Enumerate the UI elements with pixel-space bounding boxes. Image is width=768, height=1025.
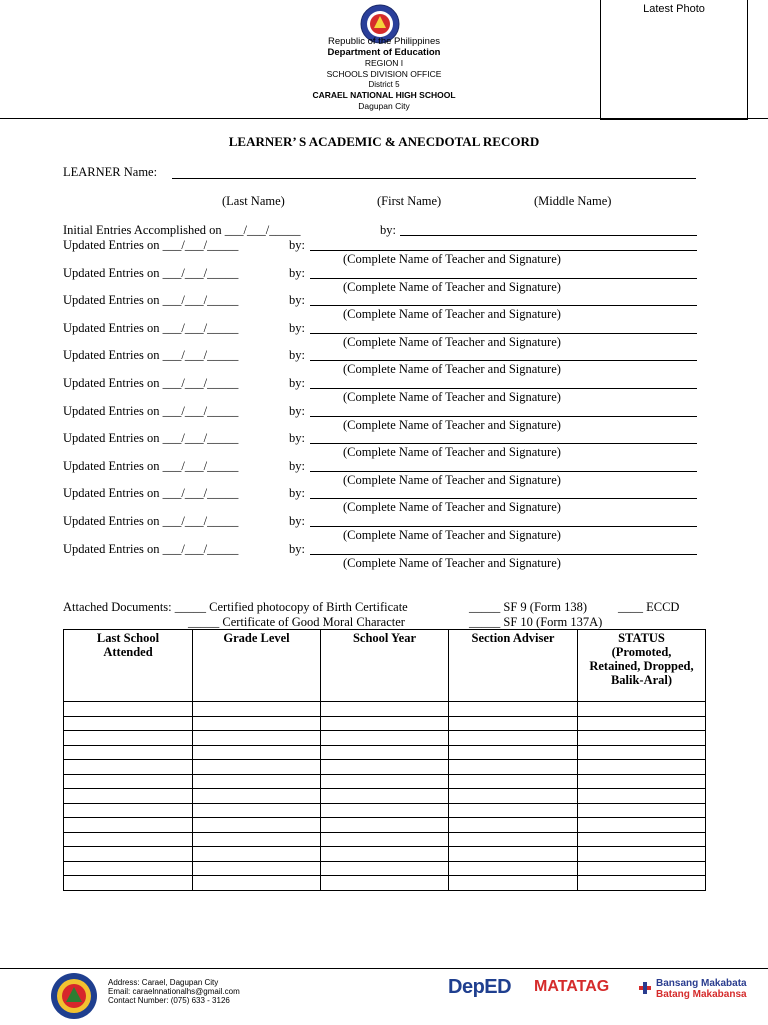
col-section-adviser: Section Adviser	[449, 630, 578, 702]
updated-entries-label: Updated Entries on	[63, 486, 160, 500]
photo-label: Latest Photo	[643, 3, 705, 15]
updated-by-label: by:	[289, 514, 305, 528]
teacher-signature-field[interactable]	[310, 498, 697, 499]
updated-entries-row	[63, 348, 238, 363]
sf9-option	[469, 600, 587, 615]
initial-teacher-field[interactable]	[400, 235, 697, 236]
table-cell[interactable]	[449, 832, 578, 847]
teacher-signature-field[interactable]	[310, 333, 697, 334]
table-cell[interactable]	[193, 745, 321, 760]
table-cell[interactable]	[64, 702, 193, 717]
page-title: LEARNER’ S ACADEMIC & ANECDOTAL RECORD	[228, 134, 540, 149]
updated-date-field[interactable]: ___/___/_____	[162, 293, 239, 307]
table-cell[interactable]	[578, 847, 706, 862]
table-row	[64, 876, 706, 891]
table-cell[interactable]	[64, 876, 193, 891]
table-cell[interactable]	[64, 847, 193, 862]
updated-by-label: by:	[289, 404, 305, 418]
updated-by-label: by:	[289, 348, 305, 362]
table-cell[interactable]	[578, 876, 706, 891]
updated-by-label: by:	[289, 486, 305, 500]
initial-entries-text: Initial Entries Accomplished on	[63, 223, 222, 237]
teacher-caption: (Complete Name of Teacher and Signature)	[343, 556, 561, 570]
table-cell[interactable]	[578, 716, 706, 731]
header-divider	[0, 118, 768, 119]
table-cell[interactable]	[64, 832, 193, 847]
teacher-caption: (Complete Name of Teacher and Signature)	[343, 473, 561, 487]
updated-entries-row	[63, 404, 238, 419]
birth-cert-checkbox[interactable]: _____	[174, 600, 207, 614]
table-cell[interactable]	[64, 745, 193, 760]
bansang-line1: Bansang Makabata	[656, 978, 747, 989]
teacher-caption: (Complete Name of Teacher and Signature)	[343, 445, 561, 459]
teacher-signature-field[interactable]	[310, 554, 697, 555]
table-cell[interactable]	[321, 789, 449, 804]
bansang-line2: Batang Makabansa	[656, 989, 747, 1000]
footer-address: Address: Carael, Dagupan City	[108, 978, 219, 987]
updated-entries-row	[63, 238, 238, 253]
eccd-checkbox[interactable]: ____	[618, 600, 643, 614]
attached-docs-label: Attached Documents:	[63, 600, 172, 614]
table-cell[interactable]	[321, 716, 449, 731]
table-row	[64, 774, 706, 789]
updated-entries-label: Updated Entries on	[63, 404, 160, 418]
teacher-caption: (Complete Name of Teacher and Signature)	[343, 418, 561, 432]
school-name: CARAEL NATIONAL HIGH SCHOOL	[312, 90, 456, 100]
sf10-option	[469, 615, 602, 630]
updated-entries-row	[63, 431, 238, 446]
updated-entries-row	[63, 486, 238, 501]
updated-entries-row	[63, 376, 238, 391]
good-moral-option	[188, 615, 405, 630]
deped-logo: DepED	[448, 976, 512, 998]
sf9-checkbox[interactable]: _____	[469, 600, 501, 614]
teacher-signature-field[interactable]	[310, 305, 697, 306]
table-cell[interactable]	[449, 774, 578, 789]
table-cell[interactable]	[193, 803, 321, 818]
table-row	[64, 731, 706, 746]
table-cell[interactable]	[64, 716, 193, 731]
table-cell[interactable]	[578, 789, 706, 804]
table-cell[interactable]	[193, 861, 321, 876]
updated-entries-row	[63, 514, 238, 529]
middle-name-caption: (Middle Name)	[534, 194, 612, 208]
table-row	[64, 716, 706, 731]
updated-date-field[interactable]: ___/___/_____	[162, 486, 239, 500]
teacher-caption: (Complete Name of Teacher and Signature)	[343, 252, 561, 266]
table-cell[interactable]	[578, 745, 706, 760]
table-row	[64, 745, 706, 760]
table-cell[interactable]	[449, 731, 578, 746]
updated-date-field[interactable]: ___/___/_____	[162, 431, 239, 445]
teacher-caption: (Complete Name of Teacher and Signature)	[343, 528, 561, 542]
table-cell[interactable]	[449, 760, 578, 775]
table-cell[interactable]	[321, 818, 449, 833]
updated-entries-label: Updated Entries on	[63, 293, 160, 307]
table-cell[interactable]	[449, 702, 578, 717]
updated-entries-label: Updated Entries on	[63, 376, 160, 390]
photo-box	[600, 0, 748, 120]
teacher-signature-field[interactable]	[310, 471, 697, 472]
updated-date-field[interactable]: ___/___/_____	[162, 514, 239, 528]
table-cell[interactable]	[193, 774, 321, 789]
table-cell[interactable]	[193, 818, 321, 833]
table-cell[interactable]	[578, 832, 706, 847]
table-cell[interactable]	[64, 861, 193, 876]
table-cell[interactable]	[449, 861, 578, 876]
table-cell[interactable]	[321, 760, 449, 775]
table-cell[interactable]	[193, 789, 321, 804]
table-cell[interactable]	[321, 847, 449, 862]
col-status: STATUS (Promoted, Retained, Dropped, Balik-Aral)	[578, 630, 706, 702]
teacher-signature-field[interactable]	[310, 526, 697, 527]
table-header-row	[64, 630, 706, 702]
col-school-year: School Year	[321, 630, 449, 702]
table-cell[interactable]	[321, 702, 449, 717]
table-cell[interactable]	[193, 876, 321, 891]
table-cell[interactable]	[578, 731, 706, 746]
updated-date-field[interactable]: ___/___/_____	[162, 348, 239, 362]
updated-date-field[interactable]: ___/___/_____	[162, 459, 239, 473]
table-row	[64, 789, 706, 804]
table-cell[interactable]	[64, 803, 193, 818]
table-row	[64, 760, 706, 775]
teacher-caption: (Complete Name of Teacher and Signature)	[343, 335, 561, 349]
updated-date-field[interactable]: ___/___/_____	[162, 376, 239, 390]
table-cell[interactable]	[578, 760, 706, 775]
table-cell[interactable]	[193, 832, 321, 847]
teacher-signature-field[interactable]	[310, 250, 697, 251]
table-cell[interactable]	[449, 876, 578, 891]
updated-date-field[interactable]: ___/___/_____	[162, 321, 239, 335]
table-row	[64, 832, 706, 847]
table-cell[interactable]	[578, 861, 706, 876]
updated-by-label: by:	[289, 293, 305, 307]
table-row	[64, 861, 706, 876]
learner-name-label: LEARNER Name:	[63, 165, 158, 179]
table-cell[interactable]	[321, 774, 449, 789]
eccd-option	[618, 600, 679, 615]
table-cell[interactable]	[449, 745, 578, 760]
table-cell[interactable]	[449, 716, 578, 731]
updated-entries-label: Updated Entries on	[63, 514, 160, 528]
table-cell[interactable]	[449, 803, 578, 818]
eccd-label: ECCD	[646, 600, 680, 614]
department-text: Department of Education	[327, 47, 441, 58]
updated-by-label: by:	[289, 376, 305, 390]
district-text: District 5	[368, 80, 400, 89]
attached-docs-line1	[63, 600, 408, 615]
updated-entries-label: Updated Entries on	[63, 348, 160, 362]
updated-date-field[interactable]: ___/___/_____	[162, 542, 239, 556]
table-cell[interactable]	[193, 847, 321, 862]
teacher-signature-field[interactable]	[310, 360, 697, 361]
division-text: SCHOOLS DIVISION OFFICE	[326, 69, 442, 79]
region-text: REGION I	[364, 58, 404, 68]
school-seal-logo	[50, 972, 98, 1020]
teacher-signature-field[interactable]	[310, 278, 697, 279]
updated-entries-label: Updated Entries on	[63, 321, 160, 335]
good-moral-checkbox[interactable]: _____	[188, 615, 220, 629]
matatag-logo: MATATAG	[534, 978, 610, 995]
updated-date-field[interactable]: ___/___/_____	[162, 404, 239, 418]
table-body	[64, 702, 706, 891]
table-cell[interactable]	[321, 861, 449, 876]
table-cell[interactable]	[578, 702, 706, 717]
updated-entries-label: Updated Entries on	[63, 542, 160, 556]
table-cell[interactable]	[321, 876, 449, 891]
table-row	[64, 803, 706, 818]
teacher-caption: (Complete Name of Teacher and Signature)	[343, 500, 561, 514]
teacher-signature-field[interactable]	[310, 443, 697, 444]
updated-entries-row	[63, 321, 238, 336]
table-row	[64, 847, 706, 862]
teacher-signature-field[interactable]	[310, 388, 697, 389]
updated-entries-label: Updated Entries on	[63, 238, 160, 252]
updated-by-label: by:	[289, 266, 305, 280]
updated-by-label: by:	[289, 542, 305, 556]
updated-date-field[interactable]: ___/___/_____	[162, 238, 239, 252]
updated-entries-label: Updated Entries on	[63, 266, 160, 280]
school-history-table	[63, 629, 706, 891]
republic-text: Republic of the Philippines	[328, 36, 440, 47]
table-cell[interactable]	[578, 803, 706, 818]
initial-by-label: by:	[380, 223, 396, 237]
col-grade-level: Grade Level	[193, 630, 321, 702]
sf10-label: SF 10 (Form 137A)	[503, 615, 603, 629]
updated-by-label: by:	[289, 321, 305, 335]
table-cell[interactable]	[64, 731, 193, 746]
table-cell[interactable]	[64, 774, 193, 789]
table-cell[interactable]	[193, 702, 321, 717]
teacher-caption: (Complete Name of Teacher and Signature)	[343, 390, 561, 404]
table-cell[interactable]	[193, 731, 321, 746]
table-row	[64, 818, 706, 833]
initial-entries-label	[63, 223, 300, 238]
table-cell[interactable]	[193, 716, 321, 731]
table-cell[interactable]	[578, 818, 706, 833]
table-cell[interactable]	[449, 789, 578, 804]
updated-by-label: by:	[289, 459, 305, 473]
teacher-caption: (Complete Name of Teacher and Signature)	[343, 280, 561, 294]
birth-cert-label: Certified photocopy of Birth Certificate	[209, 600, 408, 614]
teacher-signature-field[interactable]	[310, 416, 697, 417]
table-cell[interactable]	[193, 760, 321, 775]
table-cell[interactable]	[321, 803, 449, 818]
teacher-caption: (Complete Name of Teacher and Signature)	[343, 307, 561, 321]
table-cell[interactable]	[321, 731, 449, 746]
updated-date-field[interactable]: ___/___/_____	[162, 266, 239, 280]
table-cell[interactable]	[449, 818, 578, 833]
updated-entries-row	[63, 266, 238, 281]
sf10-checkbox[interactable]: _____	[469, 615, 501, 629]
updated-by-label: by:	[289, 431, 305, 445]
city-text: Dagupan City	[358, 101, 410, 111]
sf9-label: SF 9 (Form 138)	[503, 600, 588, 614]
table-cell[interactable]	[578, 774, 706, 789]
first-name-caption: (First Name)	[377, 194, 442, 208]
learner-name-field[interactable]	[172, 178, 696, 179]
teacher-caption: (Complete Name of Teacher and Signature)	[343, 362, 561, 376]
last-name-caption: (Last Name)	[222, 194, 285, 208]
footer-contact: Contact Number: (075) 633 - 3126	[108, 996, 230, 1005]
table-cell[interactable]	[64, 818, 193, 833]
updated-entries-label: Updated Entries on	[63, 431, 160, 445]
updated-entries-row	[63, 542, 238, 557]
table-cell[interactable]	[64, 789, 193, 804]
footer-divider	[0, 968, 768, 969]
table-row	[64, 702, 706, 717]
good-moral-label: Certificate of Good Moral Character	[222, 615, 405, 629]
col-last-school: Last School Attended	[64, 630, 193, 702]
table-cell[interactable]	[449, 847, 578, 862]
bansang-icon	[637, 980, 653, 996]
updated-by-label: by:	[289, 238, 305, 252]
updated-entries-label: Updated Entries on	[63, 459, 160, 473]
table-cell[interactable]	[321, 832, 449, 847]
footer-email: Email: caraelnnationalhs@gmail.com	[108, 987, 240, 996]
table-cell[interactable]	[321, 745, 449, 760]
updated-entries-row	[63, 459, 238, 474]
updated-entries-row	[63, 293, 238, 308]
table-cell[interactable]	[64, 760, 193, 775]
initial-date-field[interactable]: ___/___/_____	[224, 223, 301, 237]
